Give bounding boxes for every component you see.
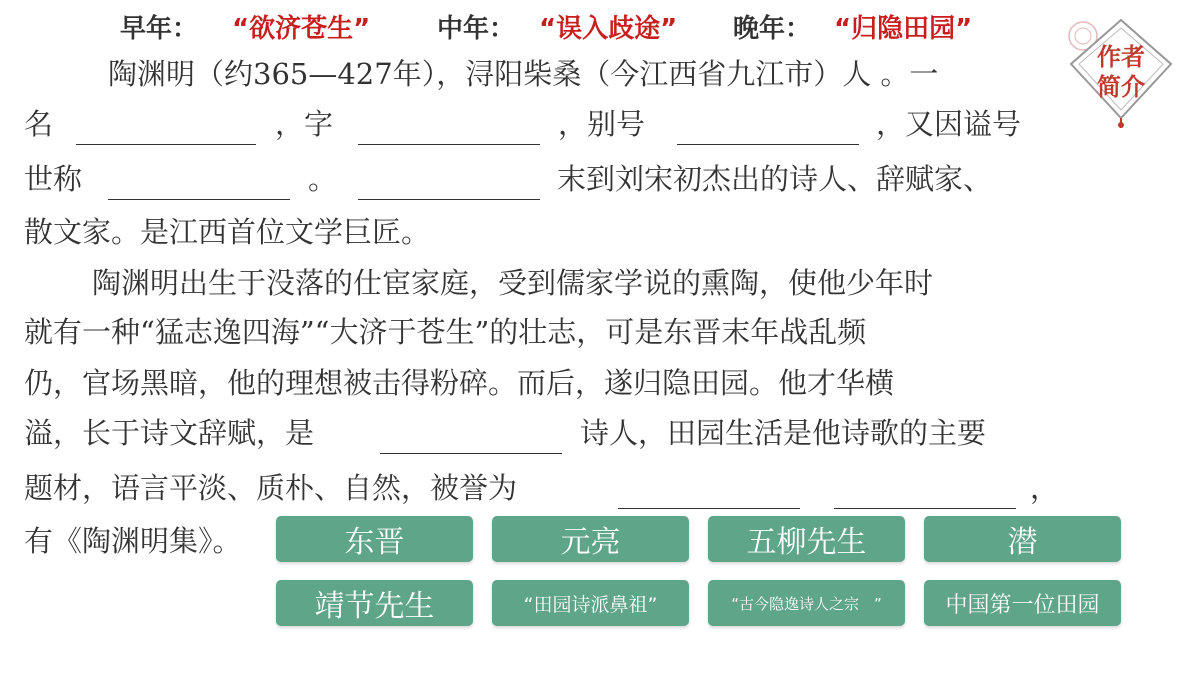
early-value: “欲济苍生” bbox=[232, 14, 371, 44]
option-qian[interactable]: 潜 bbox=[924, 516, 1121, 562]
blank-honor-2[interactable] bbox=[834, 508, 1016, 509]
blank-name[interactable] bbox=[76, 144, 256, 145]
p2-line1: 陶渊明出生于没落的仕宦家庭，受到儒家学说的熏陶，使他少年时 bbox=[92, 266, 934, 300]
p2-line6: 有《陶渊明集》。 bbox=[24, 524, 242, 558]
p1-line3-b: 。 bbox=[308, 162, 338, 196]
badge-line1: 作者 bbox=[1097, 43, 1145, 71]
p2-line3: 仍，官场黑暗，他的理想被击得粉碎。而后，遂归隐田园。他才华横 bbox=[24, 366, 895, 400]
late-label: 晚年： bbox=[733, 14, 812, 44]
mid-label: 中年： bbox=[437, 14, 516, 44]
blank-poet-type[interactable] bbox=[380, 453, 562, 454]
p1-line2-c: ，别号 bbox=[558, 107, 646, 141]
blank-dynasty[interactable] bbox=[358, 199, 540, 200]
p1-line2-a: 名 bbox=[24, 107, 54, 141]
mid-value: “误入歧途” bbox=[539, 14, 678, 44]
option-eastern-jin[interactable]: 东晋 bbox=[276, 516, 473, 562]
option-five-willows[interactable]: 五柳先生 bbox=[708, 516, 905, 562]
option-hermit-poet[interactable]: “古今隐逸诗人之宗 ” bbox=[708, 580, 905, 626]
p1-line1: 陶渊明（约365—427年），浔阳柴桑（今江西省九江市）人 。一 bbox=[108, 57, 939, 91]
option-first-pastoral[interactable]: 中国第一位田园 bbox=[924, 580, 1121, 626]
p1-line2-b: ，字 bbox=[275, 107, 334, 141]
p2-line4-b: 诗人，田园生活是他诗歌的主要 bbox=[580, 416, 987, 450]
p1-line3-c: 末到刘宋初杰出的诗人、辞赋家、 bbox=[557, 162, 993, 196]
blank-alias[interactable] bbox=[677, 144, 859, 145]
blank-honor-1[interactable] bbox=[618, 508, 800, 509]
p1-line2-d: ，又因谥号 bbox=[876, 107, 1022, 141]
option-yuanliang[interactable]: 元亮 bbox=[492, 516, 689, 562]
early-label: 早年： bbox=[120, 14, 199, 44]
p2-line4-a: 溢，长于诗文辞赋，是 bbox=[24, 416, 315, 450]
p1-line4: 散文家。是江西首位文学巨匠。 bbox=[24, 215, 431, 249]
p2-line5-b: ， bbox=[1030, 471, 1060, 505]
blank-posthumous-name[interactable] bbox=[108, 199, 290, 200]
p1-line3-a: 世称 bbox=[24, 162, 83, 196]
author-intro-badge bbox=[1063, 14, 1179, 130]
late-value: “归隐田园” bbox=[834, 14, 973, 44]
p2-line2: 就有一种“猛志逸四海”“大济于苍生”的壮志，可是东晋末年战乱频 bbox=[24, 315, 867, 349]
blank-courtesy-name[interactable] bbox=[358, 144, 540, 145]
option-jingjie[interactable]: 靖节先生 bbox=[276, 580, 473, 626]
option-pastoral-founder[interactable]: “田园诗派鼻祖” bbox=[492, 580, 689, 626]
p2-line5-a: 题材，语言平淡、质朴、自然，被誉为 bbox=[24, 471, 518, 505]
badge-line2: 简介 bbox=[1097, 73, 1145, 101]
